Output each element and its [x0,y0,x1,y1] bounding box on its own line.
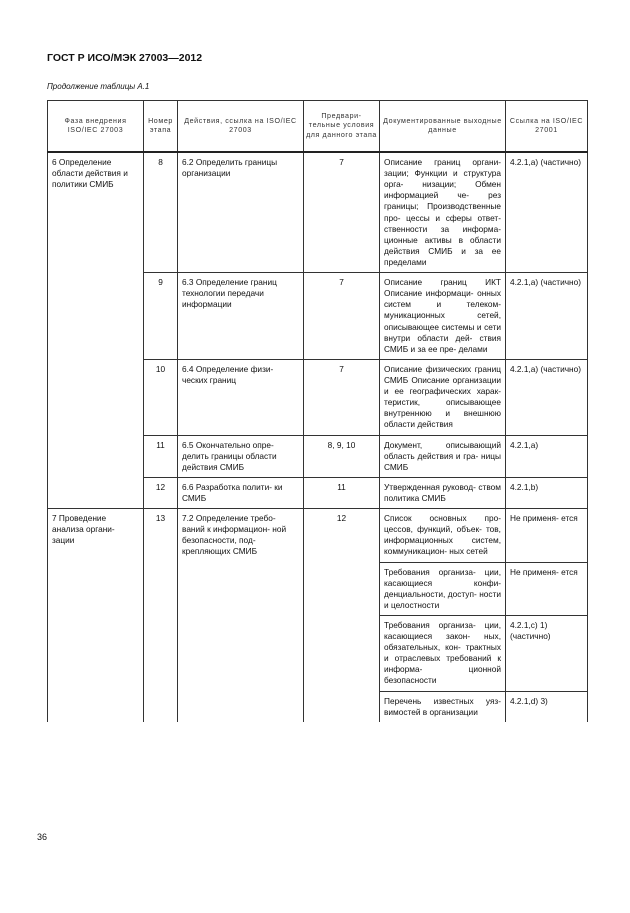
action-cell: 7.2 Определение требо- ваний к информацион- ной безопасности, под- крепляющих СМИБ [178,509,304,722]
output-cell: Документ, описывающий область действия и гра- ницы СМИБ [380,435,506,477]
column-header-preconditions: Предвари- тельные условия для данного этапа [304,101,380,153]
column-header-action: Действия, ссылка на ISO/IEC 27003 [178,101,304,153]
phase-cell: 6 Определение области действия и политики СМИБ [48,152,144,509]
output-cell: Утвержденная руковод- ством политика СМИБ [380,477,506,508]
column-header-outputs: Документированные выходные данные [380,101,506,153]
reference-cell: 4.2.1,а) (частично) [506,273,588,360]
reference-cell: Не применя- ется [506,509,588,562]
action-cell: 6.6 Разработка полити- ки СМИБ [178,477,304,508]
reference-cell: 4.2.1,d) 3) [506,691,588,722]
phases-table [47,100,588,722]
preconditions-cell: 11 [304,477,380,508]
step-number: 8 [144,152,178,273]
preconditions-cell: 7 [304,152,380,273]
output-cell: Требования организа- ции, касающиеся закон- ных, обязательных, кон- трактных и отраслевых требований к информа- ционной безопасности [380,615,506,691]
action-cell: 6.3 Определение границ технологии передачи информации [178,273,304,360]
column-header-phase: Фаза внедрения ISO/IEC 27003 [48,101,144,153]
table-continuation-caption: Продолжение таблицы А.1 [47,82,150,91]
reference-cell: Не применя- ется [506,562,588,615]
reference-cell: 4.2.1,а) (частично) [506,359,588,435]
step-number: 9 [144,273,178,360]
reference-cell: 4.2.1,а) (частично) [506,152,588,273]
output-cell: Требования организа- ции, касающиеся конфи- денциальности, доступ- ности и целостности [380,562,506,615]
preconditions-cell: 7 [304,359,380,435]
table-header-row [48,101,588,153]
reference-cell: 4.2.1,b) [506,477,588,508]
reference-cell: 4.2.1,а) [506,435,588,477]
preconditions-cell: 8, 9, 10 [304,435,380,477]
table-row [48,509,588,562]
column-header-step: Номер этапа [144,101,178,153]
table-row [48,152,588,273]
output-cell: Перечень известных уяз- вимостей в организации [380,691,506,722]
page-number: 36 [37,832,48,842]
step-number: 13 [144,509,178,722]
reference-cell: 4.2.1,с) 1) (частично) [506,615,588,691]
action-cell: 6.2 Определить границы организации [178,152,304,273]
column-header-reference: Ссылка на ISO/IEC 27001 [506,101,588,153]
output-cell: Описание границ органи- зации; Функции и структура орга- низации; Обмен информацией че- рез границы; Производственные про- цессы и сферы ответ- ственности за информа- ционные активы в области действия СМИБ и за ее пределами [380,152,506,273]
output-cell: Описание границ ИКТ Описание информаци- онных систем и телеком- муникационных сетей, описывающее системы и сети внутри области дей- ствия СМИБ и за ее пре- делами [380,273,506,360]
step-number: 11 [144,435,178,477]
phase-cell: 7 Проведение анализа органи- зации [48,509,144,722]
output-cell: Описание физических границ СМИБ Описание организации и ее географических харак- теристик, описывающее внутреннюю и внешнюю области действия [380,359,506,435]
action-cell: 6.4 Определение физи- ческих границ [178,359,304,435]
step-number: 10 [144,359,178,435]
step-number: 12 [144,477,178,508]
output-cell: Список основных про- цессов, функций, объек- тов, информационных систем, коммуникацион- ных сетей [380,509,506,562]
action-cell: 6.5 Окончательно опре- делить границы области действия СМИБ [178,435,304,477]
document-title: ГОСТ Р ИСО/МЭК 27003—2012 [47,52,203,64]
preconditions-cell: 12 [304,509,380,722]
preconditions-cell: 7 [304,273,380,360]
